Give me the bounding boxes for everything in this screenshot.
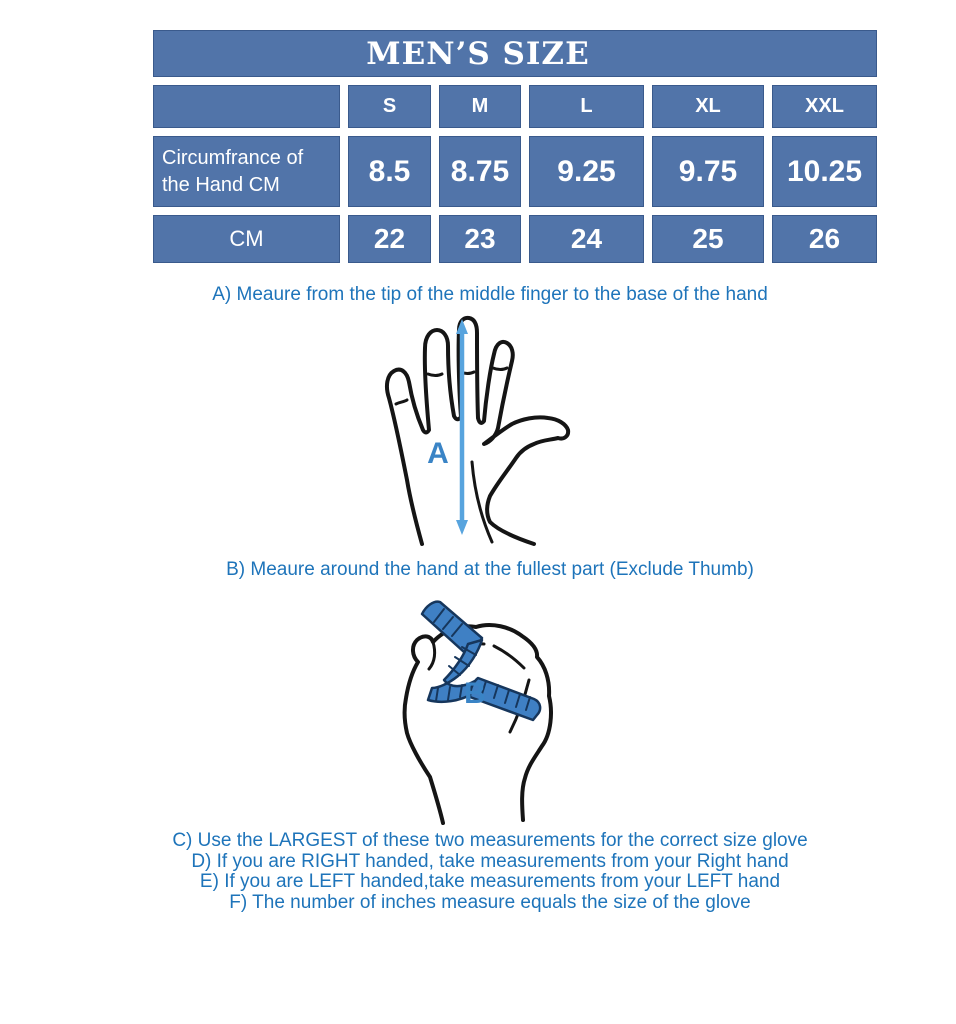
size-header-s: S bbox=[348, 85, 431, 128]
instruction-b: B) Meaure around the hand at the fullest part (Exclude Thumb) bbox=[226, 559, 754, 580]
circumference-value-m: 8.75 bbox=[439, 136, 521, 207]
size-header-xxl: XXL bbox=[772, 85, 877, 128]
size-header-xl: XL bbox=[652, 85, 764, 128]
index-crease bbox=[493, 368, 507, 370]
fist-outline bbox=[405, 625, 551, 823]
instruction-f: F) The number of inches measure equals the size of the glove bbox=[229, 891, 751, 913]
cm-value-s: 22 bbox=[348, 215, 431, 263]
circumference-value-xxl: 10.25 bbox=[772, 136, 877, 207]
instructions-c-to-f bbox=[12, 831, 956, 913]
size-header-l: L bbox=[529, 85, 644, 128]
circumference-value-s: 8.5 bbox=[348, 136, 431, 207]
diagram-label-b: B bbox=[464, 677, 486, 710]
circumference-value-l: 9.25 bbox=[529, 136, 644, 207]
table-title-bar bbox=[153, 30, 877, 77]
instruction-d: D) If you are RIGHT handed, take measurements from your Right hand bbox=[191, 850, 789, 872]
ring-crease bbox=[428, 374, 442, 376]
open-hand-outline bbox=[387, 318, 568, 544]
circumference-row-label-cell bbox=[153, 136, 340, 207]
size-header-m: M bbox=[439, 85, 521, 128]
table-title: MEN’S SIZE bbox=[366, 35, 590, 72]
cm-value-xl: 25 bbox=[652, 215, 764, 263]
table-corner-cell bbox=[153, 85, 340, 128]
cm-value-l: 24 bbox=[529, 215, 644, 263]
fist-diagram bbox=[398, 594, 553, 832]
cm-value-xxl: 26 bbox=[772, 215, 877, 263]
circumference-value-xl: 9.75 bbox=[652, 136, 764, 207]
open-hand-diagram bbox=[376, 310, 582, 550]
instruction-e: E) If you are LEFT handed,take measurements from your LEFT hand bbox=[199, 871, 781, 893]
instruction-c: C) Use the LARGEST of these two measurements for the correct size glove bbox=[172, 830, 808, 851]
circumference-row-label: Circumfrance of the Hand CM bbox=[162, 147, 304, 196]
instruction-a: A) Meaure from the tip of the middle finger to the base of the hand bbox=[212, 284, 768, 305]
mens-size-table bbox=[153, 30, 877, 263]
diagram-label-a: A bbox=[427, 437, 449, 470]
cm-row-label: CM bbox=[153, 215, 340, 263]
cm-value-m: 23 bbox=[439, 215, 521, 263]
